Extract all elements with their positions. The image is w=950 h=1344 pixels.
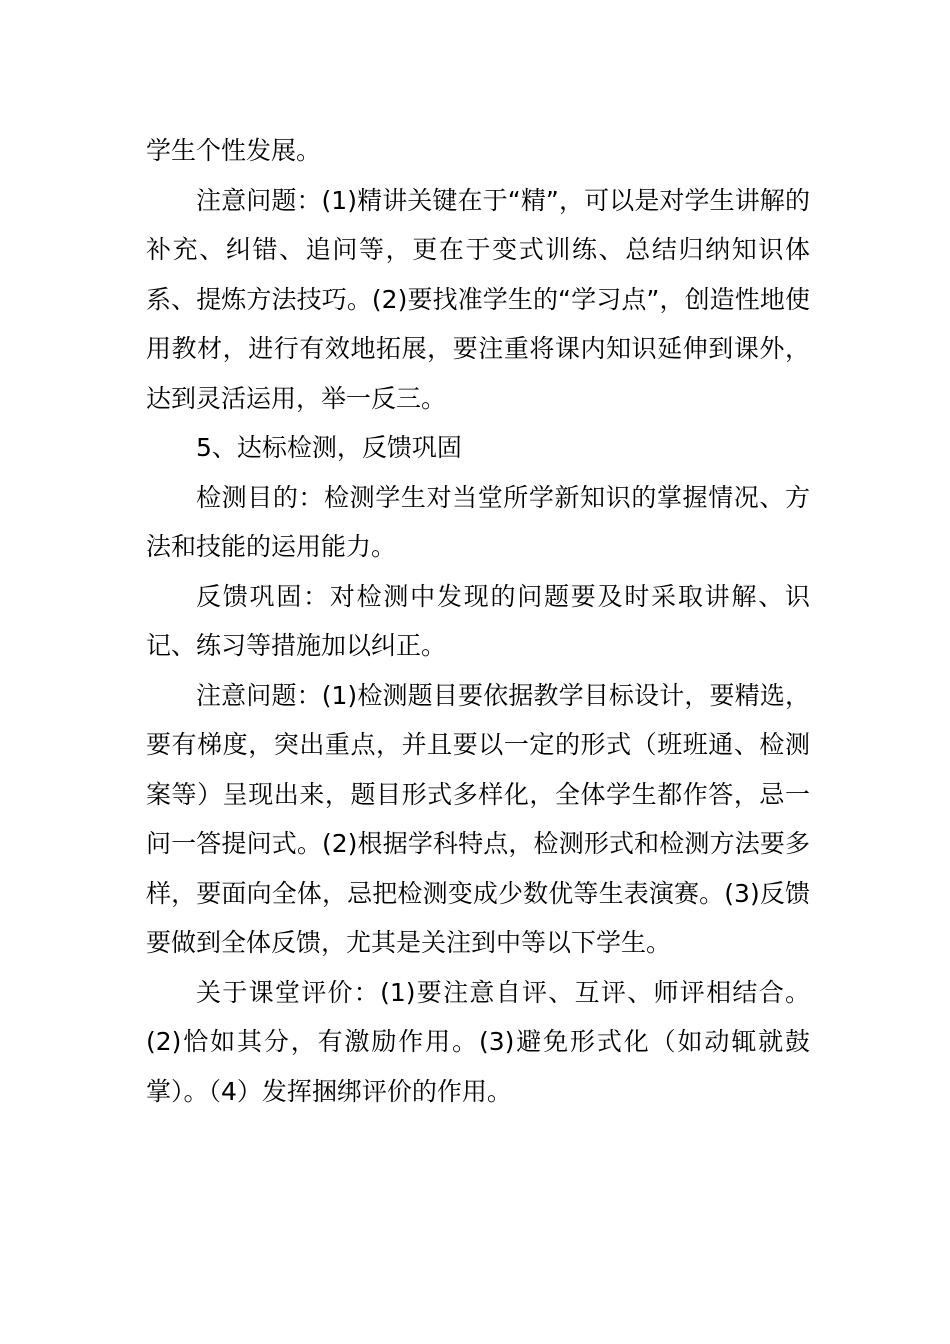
document-body [146, 126, 810, 1116]
paragraph-feedback: 反馈巩固：对检测中发现的问题要及时采取讲解、识记、练习等措施加以纠正。 [146, 581, 810, 660]
paragraph-notes-explanation: 注意问题：(1)精讲关键在于“精”，可以是对学生讲解的补充、纠错、追问等，更在于变式训练、总结归纳知识体系、提炼方法技巧。(2)要找准学生的“学习点”，创造性地使用教材，进行有效地拓展，要注重将课内知识延伸到课外，达到灵活运用，举一反三。 [146, 185, 810, 413]
paragraph-assessment-purpose: 检测目的：检测学生对当堂所学新知识的掌握情况、方法和技能的运用能力。 [146, 482, 810, 561]
paragraph-continuation: 学生个性发展。 [146, 136, 322, 165]
paragraph-classroom-evaluation: 关于课堂评价：(1)要注意自评、互评、师评相结合。(2)恰如其分，有激励作用。(3)避免形式化（如动辄就鼓掌）。（4）发挥捆绑评价的作用。 [146, 977, 810, 1106]
section-heading-assessment: 5、达标检测，反馈巩固 [196, 433, 462, 462]
paragraph-notes-assessment: 注意问题：(1)检测题目要依据教学目标设计，要精选，要有梯度，突出重点，并且要以一定的形式（班班通、检测案等）呈现出来，题目形式多样化，全体学生都作答，忌一问一答提问式。(2)根据学科特点，检测形式和检测方法要多样，要面向全体，忌把检测变成少数优等生表演赛。(3)反馈要做到全体反馈，尤其是关注到中等以下学生。 [146, 680, 810, 957]
